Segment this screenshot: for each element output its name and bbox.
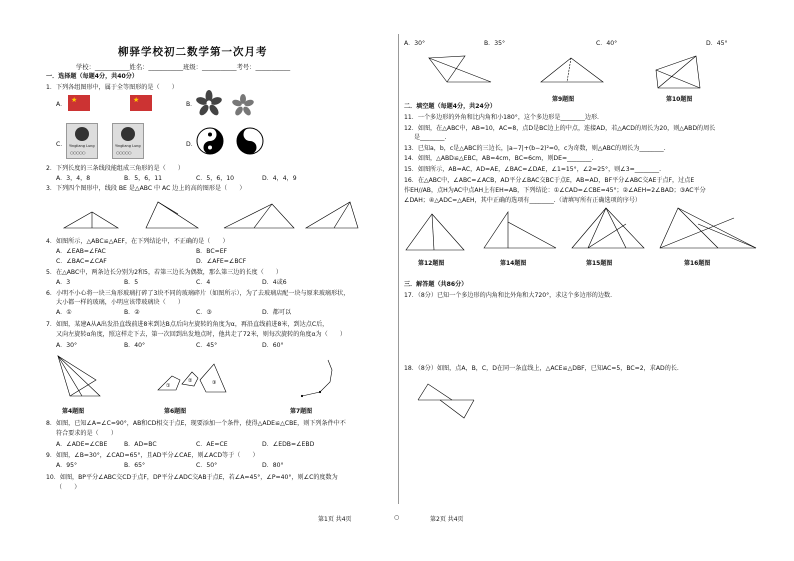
q16-text-line1: 16．在△ABC中，∠ABC=∠ACB，AD平分∠BAC交BC于点E，AB=AD，BF平分∠ABC交AE于点F，过点E: [404, 177, 695, 184]
q10-text-line2: （ ）: [56, 484, 81, 491]
q1-option-a: A．: [56, 101, 67, 108]
q7-option-d: D．60°: [262, 342, 284, 349]
section-2-heading: 二．填空题（每题4分，共24分）: [404, 103, 496, 110]
yin-yang-2: [236, 127, 264, 159]
q4-text: 4．如图所示，△ABC≌△AEF，在下列结论中，不正确的是（ ）: [46, 238, 229, 245]
q10-text-line1: 10．如图，BP平分∠ABC交CD于点F，DP平分∠ADC交AB于点E，若∠A=45°，∠P=40°，则∠C的度数为: [46, 474, 338, 481]
figure-10-caption: 第10题图: [666, 96, 693, 103]
q1-option-d: D．: [186, 141, 197, 148]
q6-text-line2: 大小都一样的玻璃，小明应该带玻璃块（ ）: [56, 299, 184, 306]
q4-option-b: B．BC=EF: [196, 248, 228, 255]
q10-option-a: A．30°: [404, 40, 426, 47]
q13-text: 13．已知a，b，c是△ABC的三边长，|a−7|+(b−2)²=0，c为奇数，则△ABC的周长为________.: [404, 145, 666, 152]
figure-9: [537, 52, 607, 90]
q4-option-c: C．∠BAC=∠CAF: [56, 258, 107, 265]
q8-text-line2: 符合要求的是（ ）: [56, 430, 117, 437]
figure-6-caption: 第6题图: [164, 408, 187, 415]
q10-option-d: D．45°: [706, 40, 728, 47]
q2-option-c: C．5，6，10: [196, 175, 235, 182]
flag-image-2: ★: [130, 95, 152, 111]
q18-text: 18．（8分）如图，点A，B，C，D在同一条直线上，△ACE≌△DBF，已知AC=5，BC=2，求AD的长.: [404, 365, 679, 372]
section-1-heading: 一．选择题（每题4分，共40分）: [46, 73, 138, 80]
figure-4-caption: 第4题图: [62, 408, 85, 415]
figure-14-caption: 第14题图: [500, 260, 527, 267]
q5-option-b: B．5: [124, 279, 139, 286]
olympic-logo-2: Yingliang Lung ○○○○○: [112, 123, 144, 159]
figure-9-caption: 第9题图: [552, 96, 575, 103]
figure-12: [404, 212, 466, 258]
q5-option-d: D．4或6: [262, 279, 287, 286]
q8-option-a: A．∠ADE=∠CBE: [56, 441, 108, 448]
q8-option-d: D．∠EDB=∠EBD: [262, 441, 315, 448]
student-info-line: 学校：___________姓名：___________班级：___________考号：___________: [76, 64, 291, 71]
figure-16-caption: 第16题图: [684, 260, 711, 267]
q8-option-c: C．AE=CE: [196, 441, 228, 448]
q11-text: 11．一个多边形的外角和比内角和小180°，这个多边形是________边形.: [404, 114, 599, 121]
footer-separator: ○: [394, 514, 400, 521]
figure-12-caption: 第12题图: [418, 260, 445, 267]
svg-text:③: ③: [212, 380, 217, 386]
figure-18: [416, 380, 476, 426]
q4-option-a: A．∠EAB=∠FAC: [56, 248, 106, 255]
olympic-logo-1: Yingliang Lung ○○○○○: [66, 123, 98, 159]
svg-text:①: ①: [166, 383, 171, 389]
q7-option-a: A．30°: [56, 342, 78, 349]
figure-8: [425, 52, 495, 90]
q6-option-b: B．②: [124, 309, 140, 316]
yin-yang-1: [196, 127, 224, 159]
figure-7: [298, 356, 342, 404]
q12-text-line1: 12．如图，在△ABC中，AB=10，AC=8，点D是BC边上的中点，连接AD，若△ACD的周长为20，则△ABD的周长: [404, 125, 716, 132]
q6-option-d: D．都可以: [262, 309, 292, 316]
q1-option-b: B．: [186, 101, 197, 108]
page-title: 柳驿学校初二数学第一次月考: [118, 46, 268, 58]
figure-15: [570, 204, 646, 256]
q10-option-b: B．35°: [484, 40, 506, 47]
q10-option-c: C．40°: [596, 40, 618, 47]
q7-option-b: B．40°: [124, 342, 146, 349]
q5-option-c: C．4: [196, 279, 211, 286]
figure-7-caption: 第7题图: [290, 408, 313, 415]
q6-option-c: C．③: [196, 309, 212, 316]
q17-text: 17．（8分）已知一个多边形的内角和比外角和大720°，求这个多边形的边数.: [404, 292, 613, 299]
figure-6: [156, 362, 228, 400]
q1-text: 1．下列各组图形中，属于全等图形的是（ ）: [46, 84, 178, 91]
footer-page-left: 第1页 共4页: [318, 516, 352, 523]
footer-page-right: 第2页 共4页: [430, 516, 464, 523]
q2-option-d: D．4，4，9: [262, 175, 297, 182]
q2-option-b: B．5，6，11: [124, 175, 162, 182]
q5-option-a: A．3: [56, 279, 71, 286]
svg-text:②: ②: [188, 378, 193, 384]
q7-text-line1: 7．如图，某建A从A出发沿直线前进8米到达B点后向左旋转的角度为α，再沿直线前进8米，到达点C后，: [46, 321, 329, 328]
q12-text-line2: 是________.: [414, 134, 447, 141]
q2-option-a: A．3，4，8: [56, 175, 91, 182]
q16-text-line3: ∠DAH；④△ADC=△AEH，其中正确的选项有________.（请填写所有正确选项的序号）: [404, 197, 642, 204]
q5-text: 5．在△ABC中，两条边长分别为2和5，若第三边长为偶数，那么第三边的长度（ ）: [46, 269, 283, 276]
q14-text: 14．如图，△ABD≌△EBC，AB=4cm，BC=6cm，则DE=________.: [404, 155, 594, 162]
q6-text-line1: 6．小明不小心将一块三角形玻璃打碎了3块不同的玻璃碎片（如图所示），为了去玻璃店配一块与原来玻璃形状，: [46, 290, 350, 297]
q16-text-line2: 作EH//AB，点H为AC中点AH上有EH=AB，下列结论：①∠CAD=∠CBE=45°；②∠AEH=2∠BAD；③AC平分: [404, 187, 706, 194]
q3-triangles: [58, 200, 358, 236]
flower-emblem-2: [232, 94, 254, 120]
q4-option-d: D．∠AFE=∠BCF: [196, 258, 247, 265]
q6-option-a: A．①: [56, 309, 72, 316]
column-divider: [398, 34, 399, 504]
q1-option-c: C．: [56, 141, 67, 148]
q7-text-line2: 又向左旋转α角度，照这样走下去，第一次回到出发地点时，他共走了72米，则每次旋转的角度α为（ ）: [56, 331, 347, 338]
q15-text: 15．如图所示，AB=AC，AD=AE，∠BAC=∠DAE，∠1=15°，∠2=25°，则∠3=________.: [404, 166, 662, 173]
figure-10: [652, 52, 706, 96]
q3-text: 3．下列四个图形中，线段 BE 是△ABC 中 AC 边上的高的图形是（ ）: [46, 185, 246, 192]
figure-15-caption: 第15题图: [586, 260, 613, 267]
q9-option-d: D．80°: [262, 462, 284, 469]
figure-4: [52, 352, 112, 406]
q8-option-b: B．AD=BC: [124, 441, 157, 448]
section-3-heading: 三．解答题（共86分）: [404, 281, 468, 288]
q9-option-b: B．65°: [124, 462, 146, 469]
figure-14: [482, 206, 558, 256]
q9-text: 9．如图，∠B=30°，∠CAD=65°，且AD平分∠CAE，则∠ACD等于（ ）: [46, 452, 259, 459]
q8-text-line1: 8．如图，已知∠A=∠C=90°，AB和CD相交于点E，现要添加一个条件，使得△ADE≌△CBE，则下列条件中不: [46, 420, 346, 427]
figure-16: [658, 204, 758, 256]
q9-option-a: A．95°: [56, 462, 78, 469]
flag-image-1: ★: [68, 95, 90, 111]
q2-text: 2．下列长度的三条线段能组成三角形的是（ ）: [46, 165, 184, 172]
flower-emblem-1: [196, 90, 222, 120]
q9-option-c: C．50°: [196, 462, 218, 469]
q7-option-c: C．45°: [196, 342, 218, 349]
